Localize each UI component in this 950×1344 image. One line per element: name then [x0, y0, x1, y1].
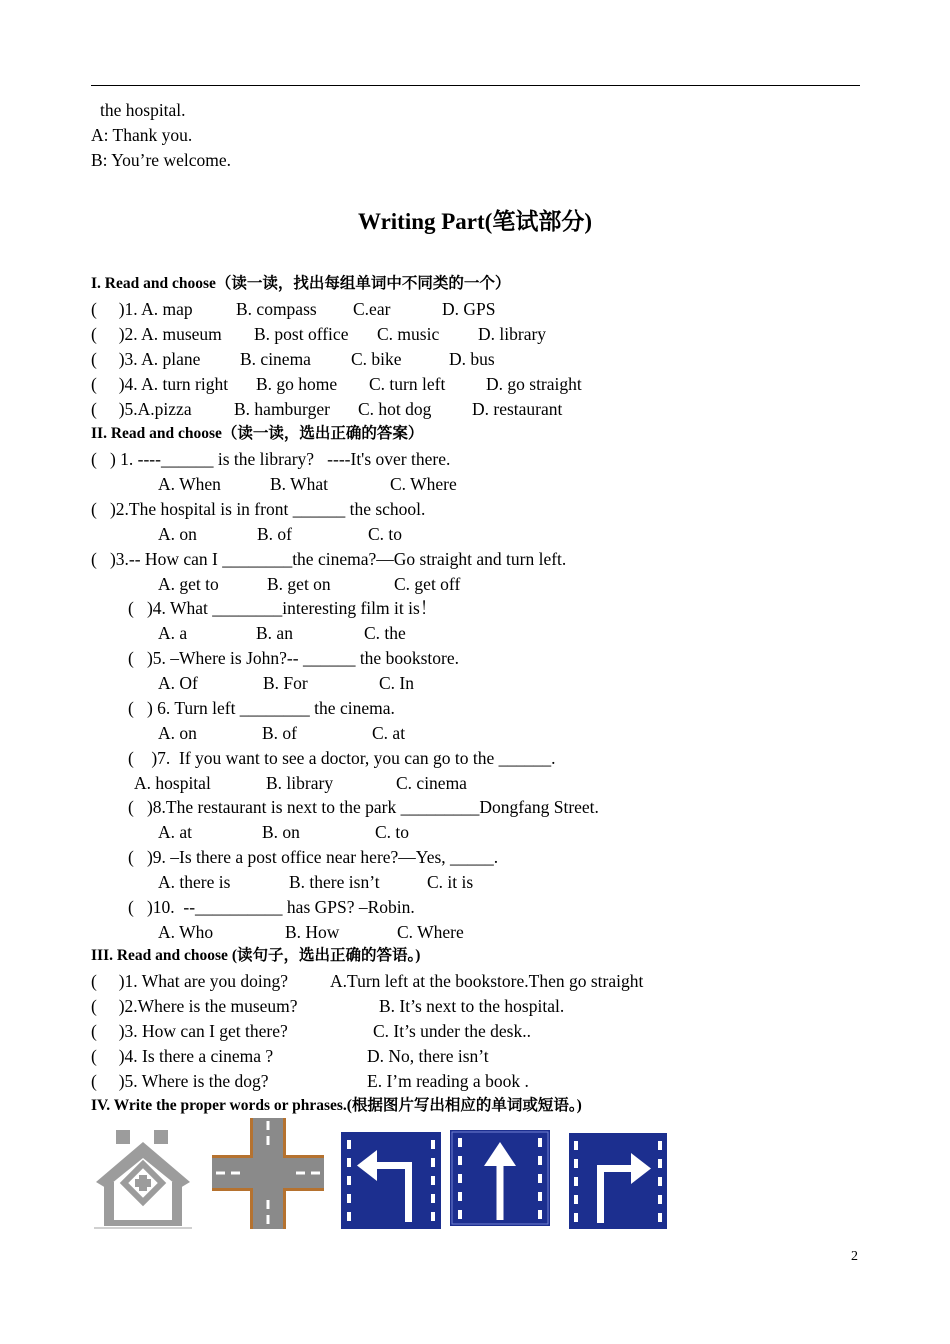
s2-q6-c: C. at	[372, 723, 406, 743]
s1-q2-c: C. music	[377, 324, 440, 344]
section1-heading: I. Read and choose（读一读，找出每组单词中不同类的一个）	[91, 275, 511, 292]
s2-q4-a: A. a	[158, 623, 188, 643]
s1-q5-stem: ( )5.A.pizza	[91, 399, 192, 419]
crossroads-icon	[212, 1118, 324, 1229]
s2-q6-stem: ( ) 6. Turn left ________ the cinema.	[128, 698, 395, 718]
s2-q8-b: B. on	[262, 822, 300, 842]
s1-q2-d: D. library	[478, 324, 547, 344]
s3-q3: ( )3. How can I get there?	[91, 1021, 288, 1041]
s1-q5-d: D. restaurant	[472, 399, 563, 419]
hospital-icon	[94, 1128, 192, 1229]
s2-q6-b: B. of	[262, 723, 297, 743]
s3-q4: ( )4. Is there a cinema ?	[91, 1046, 274, 1066]
s2-q2-c: C. to	[368, 524, 403, 544]
s3-ans-d: D. No, there isn’t	[367, 1046, 489, 1066]
s2-q4-b: B. an	[256, 623, 293, 643]
s2-q9-c: C. it is	[427, 872, 474, 892]
s2-q8-a: A. at	[158, 822, 193, 842]
s2-q4-stem: ( )4. What ________interesting film it is！	[128, 598, 438, 618]
go-straight-sign-icon	[450, 1130, 550, 1226]
s2-q5-a: A. Of	[158, 673, 198, 693]
s1-q5-c: C. hot dog	[358, 399, 432, 419]
s3-ans-b: B. It’s next to the hospital.	[379, 996, 565, 1016]
s2-q2-b: B. of	[257, 524, 292, 544]
s1-q3-stem: ( )3. A. plane	[91, 349, 201, 369]
page-title: Writing Part(笔试部分)	[357, 209, 592, 234]
dialogue-line-2: A: Thank you.	[91, 125, 193, 145]
s2-q9-a: A. there is	[158, 872, 231, 892]
s1-q3-d: D. bus	[449, 349, 495, 369]
s2-q7-b: B. library	[266, 773, 334, 793]
s2-q3-b: B. get on	[267, 574, 331, 594]
s1-q1-d: D. GPS	[442, 299, 496, 319]
s2-q1-a: A. When	[158, 474, 221, 494]
s1-q4-c: C. turn left	[369, 374, 446, 394]
s2-q3-c: C. get off	[394, 574, 461, 594]
s2-q5-b: B. For	[263, 673, 308, 693]
page-number: 2	[851, 1249, 858, 1264]
s2-q9-b: B. there isn’t	[289, 872, 380, 892]
s1-q1-c: C.ear	[353, 299, 391, 319]
s3-q2: ( )2.Where is the museum?	[91, 996, 298, 1016]
s2-q7-c: C. cinema	[396, 773, 467, 793]
s2-q1-c: C. Where	[390, 474, 457, 494]
turn-left-sign-icon	[341, 1132, 441, 1229]
s1-q5-b: B. hamburger	[234, 399, 330, 419]
s1-q1-stem: ( )1. A. map	[91, 299, 193, 319]
s2-q7-stem: ( )7. If you want to see a doctor, you can go to the ______.	[128, 748, 556, 768]
section3-heading: III. Read and choose (读句子，选出正确的答语。)	[91, 947, 421, 964]
s3-q1: ( )1. What are you doing?	[91, 971, 288, 991]
turn-right-sign-icon	[569, 1133, 667, 1229]
s1-q2-stem: ( )2. A. museum	[91, 324, 222, 344]
s2-q2-stem: ( )2.The hospital is in front ______ the school.	[91, 499, 426, 519]
s2-q1-stem: ( ) 1. ----______ is the library? ----It's over there.	[91, 449, 451, 469]
s2-q3-stem: ( )3.-- How can I ________the cinema?—Go straight and turn left.	[91, 549, 567, 569]
s2-q6-a: A. on	[158, 723, 197, 743]
s1-q1-b: B. compass	[236, 299, 317, 319]
s2-q10-stem: ( )10. --__________ has GPS? –Robin.	[128, 897, 415, 917]
dialogue-line-3: B: You’re welcome.	[91, 150, 231, 170]
s2-q5-stem: ( )5. –Where is John?-- ______ the bookstore.	[128, 648, 459, 668]
s3-q5: ( )5. Where is the dog?	[91, 1071, 269, 1091]
section2-heading: II. Read and choose（读一读，选出正确的答案）	[91, 425, 424, 442]
s2-q5-c: C. In	[379, 673, 414, 693]
s2-q3-a: A. get to	[158, 574, 219, 594]
s2-q9-stem: ( )9. –Is there a post office near here?—Yes, _____.	[128, 847, 499, 867]
header-rule	[91, 85, 860, 86]
s2-q8-stem: ( )8.The restaurant is next to the park _________Dongfang Street.	[128, 797, 599, 817]
s3-ans-a: A.Turn left at the bookstore.Then go straight	[330, 971, 644, 991]
s2-q7-a: A. hospital	[134, 773, 211, 793]
s2-q10-a: A. Who	[158, 922, 214, 942]
s2-q8-c: C. to	[375, 822, 410, 842]
s1-q3-c: C. bike	[351, 349, 402, 369]
s2-q10-c: C. Where	[397, 922, 464, 942]
s2-q1-b: B. What	[270, 474, 329, 494]
s2-q4-c: C. the	[364, 623, 406, 643]
s1-q2-b: B. post office	[254, 324, 349, 344]
s3-ans-e: E. I’m reading a book .	[367, 1071, 529, 1091]
s1-q4-stem: ( )4. A. turn right	[91, 374, 229, 394]
s2-q2-a: A. on	[158, 524, 197, 544]
s1-q3-b: B. cinema	[240, 349, 311, 369]
s3-ans-c: C. It’s under the desk..	[373, 1021, 531, 1041]
s2-q10-b: B. How	[285, 922, 340, 942]
s1-q4-b: B. go home	[256, 374, 338, 394]
s1-q4-d: D. go straight	[486, 374, 582, 394]
section4-heading: IV. Write the proper words or phrases.(根据图片写出相应的单词或短语。)	[91, 1097, 582, 1114]
dialogue-line-1: the hospital.	[100, 100, 186, 120]
